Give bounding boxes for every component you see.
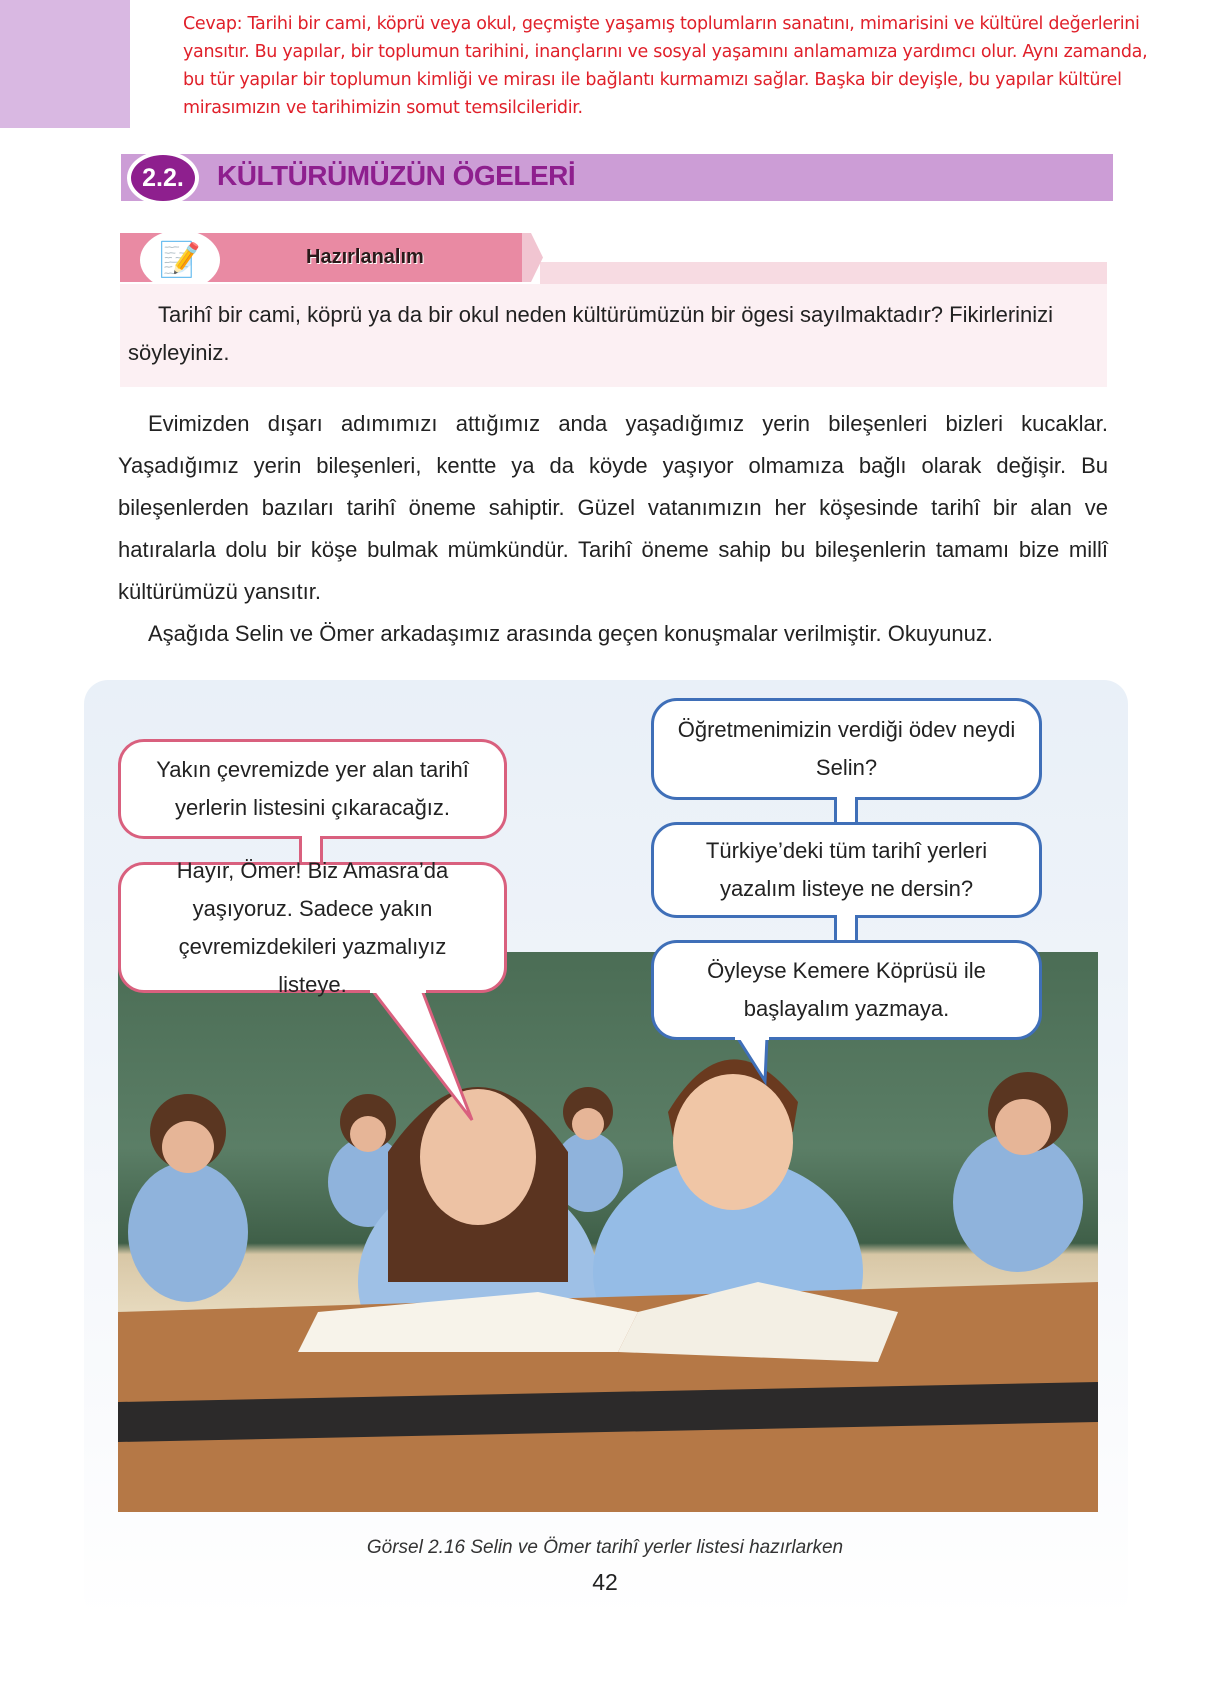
bubble-tail	[735, 1037, 795, 1087]
paragraph: Evimizden dışarı adımımızı attığımız anda yaşadığımız yerin bileşenleri bizleri kucaklar. Yaşadığımız yerin bileşenleri, kentte ya da köyde yaşıyor olmamıza bağlı olarak değişir. Bu bileşenlerden bazıları tarihî öneme sahiptir. Güzel vatanımızın her köşesinde tarihî bir alan ve hatıralarla dolu bir köşe bulmak mümkündür. Tarihî öneme sahip bu bileşenlerin tamamı bize millî kültürümüzü yansıtır.	[118, 411, 1108, 604]
answer-text: Cevap: Tarihi bir cami, köprü veya okul, geçmişte yaşamış toplumların sanatını, mimarisini ve kültürel değerlerini yansıtır. Bu yapılar, bir toplumun tarihini, inançlarını ve sosyal yaşamını anlamamıza yardımcı olur. Aynı zamanda, bu tür yapılar bir toplumun kimliği ve mirası ile bağlantı kurmamızı sağlar. Başka bir deyişle, bu yapılar kültürel mirasımızın ve tarihimizin somut temsilcileridir.	[183, 14, 1148, 118]
body-text	[118, 403, 1108, 655]
page-number: 42	[592, 1569, 618, 1595]
figure-caption: Görsel 2.16 Selin ve Ömer tarihî yerler listesi hazırlarken	[366, 1537, 844, 1558]
speech-bubble-selin: Hayır, Ömer! Biz Amasra’da yaşıyoruz. Sadece yakın çevremizdekileri yazmalıyız listeye.	[118, 862, 507, 993]
prep-header-strip	[540, 262, 1107, 284]
answer-tab	[0, 0, 130, 128]
paragraph: Aşağıda Selin ve Ömer arkadaşımız arasında geçen konuşmalar verilmiştir. Okuyunuz.	[148, 621, 993, 646]
section-number: 2.2.	[127, 151, 199, 205]
speech-bubble-omer: Öğretmenimizin verdiği ödev neydi Selin?	[651, 698, 1042, 800]
bubble-connector	[834, 915, 858, 943]
speech-bubble-omer: Öyleyse Kemere Köprüsü ile başlayalım yazmaya.	[651, 940, 1042, 1040]
bubble-tail	[360, 990, 480, 1130]
bubble-connector	[834, 797, 858, 825]
speech-bubble-selin: Yakın çevremizde yer alan tarihî yerlerin listesini çıkaracağız.	[118, 739, 507, 839]
prep-question: Tarihî bir cami, köprü ya da bir okul neden kültürümüzün bir ögesi sayılmaktadır? Fikirlerinizi söyleyiniz.	[128, 302, 1054, 365]
section-title: KÜLTÜRÜMÜZÜN ÖGELERİ	[217, 160, 576, 191]
speech-bubble-omer: Türkiye’deki tüm tarihî yerleri yazalım listeye ne dersin?	[651, 822, 1042, 918]
prep-label: Hazırlanalım	[306, 246, 424, 268]
notebook-magnifier-icon: 📝	[140, 230, 220, 290]
